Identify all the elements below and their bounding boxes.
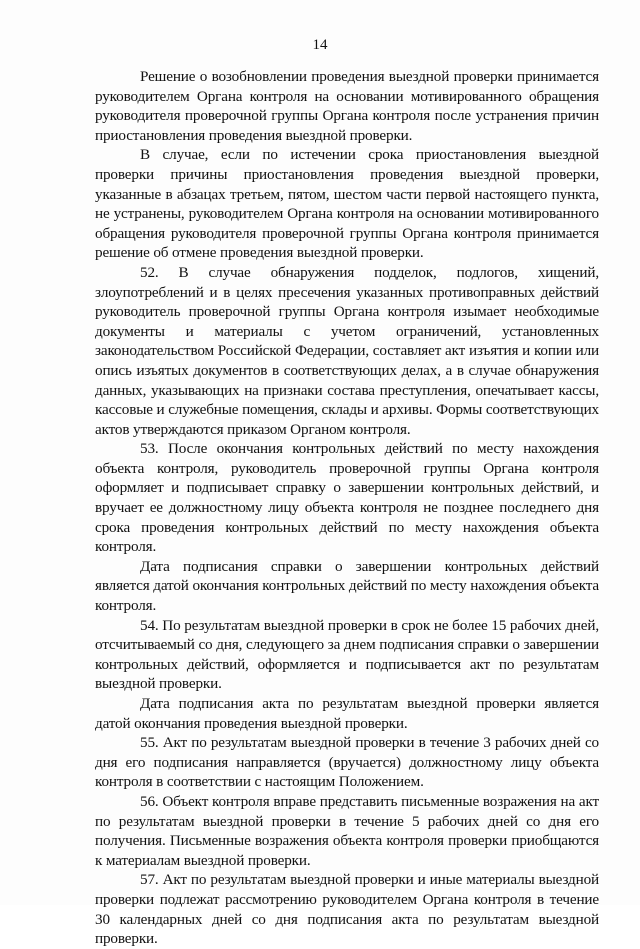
paragraph-item-54: 54. По результатам выездной проверки в срок не более 15 рабочих дней, отсчитываемый со дня, следующего за днем подписания справки о завершении контрольных действий, оформляется и подписывается акт по результатам выездной проверки. [95,616,599,693]
paragraph-cancellation-decision: В случае, если по истечении срока приостановления выездной проверки причины приостановления проведения выездной проверки, указанные в абзацах третьем, пятом, шестом части первой настоящего пункта, не устранены, руководителем Органа контроля на основании мотивированного обращения руководителя проверочной группы Органа контроля принимается решение об отмене проведения выездной проверки. [95,146,599,262]
paragraph-resumption-decision: Решение о возобновлении проведения выездной проверки принимается руководителем Органа контроля на основании мотивированного обращения руководителя проверочной группы Органа контроля после устранения причин приостановления проведения выездной проверки. [95,68,599,144]
paragraph-item-53: 53. После окончания контрольных действий по месту нахождения объекта контроля, руководитель проверочной группы Органа контроля оформляет и подписывает справку о завершении контрольных действий, и вручает ее должностному лицу объекта контроля не позднее последнего дня срока проведения контрольных действий по месту нахождения объекта контроля. [95,440,599,556]
paragraph-item-52: 52. В случае обнаружения подделок, подлогов, хищений, злоупотреблений и в целях пресечения указанных противоправных действий руководитель проверочной группы Органа контроля изымает необходимые документы и материалы с учетом ограничений, установленных законодательством Российской Федерации, составляет акт изъятия и копии или опись изъятых документов в соответствующих делах, а в случае обнаружения данных, указывающих на признаки состава преступления, опечатывает кассы, кассовые и служебные помещения, склады и архивы. Формы соответствующих актов утверждаются приказом Органом контроля. [95,263,599,438]
page-number: 14 [312,37,328,53]
paragraph-certificate-date: Дата подписания справки о завершении контрольных действий является датой окончания контрольных действий по месту нахождения объекта контроля. [95,557,599,615]
paragraph-item-57: 57. Акт по результатам выездной проверки и иные материалы выездной проверки подлежат рассмотрению руководителем Органа контроля в течение 30 календарных дней со дня подписания акта по результатам выездной проверки. [95,871,599,948]
paragraph-act-date: Дата подписания акта по результатам выездной проверки является датой окончания проведения выездной проверки. [95,695,599,732]
paragraph-item-55: 55. Акт по результатам выездной проверки в течение 3 рабочих дней со дня его подписания направляется (вручается) должностному лицу объекта контроля в соответствии с настоящим Положением. [95,734,599,791]
paragraph-item-56: 56. Объект контроля вправе представить письменные возражения на акт по результатам выездной проверки в течение 5 рабочих дней со дня его получения. Письменные возражения объекта контроля проверки приобщаются к материалам выездной проверки. [95,792,599,869]
document-body [95,67,599,949]
